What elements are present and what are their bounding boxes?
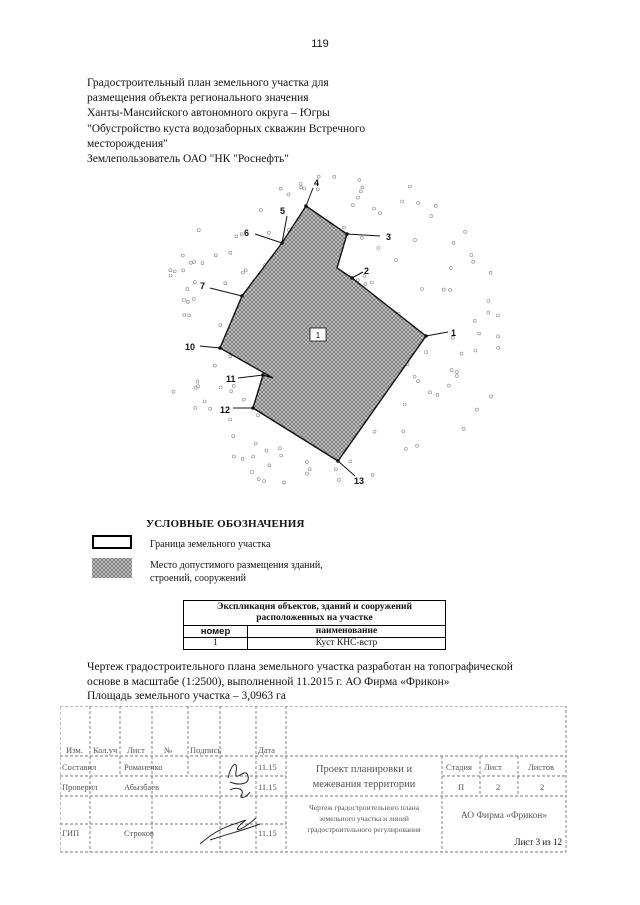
stamp-col-header: Кол.уч bbox=[93, 745, 118, 755]
note-line: Чертеж градостроительного плана земельного участка разработан на топографической bbox=[87, 661, 513, 673]
stamp-col-header: Лист bbox=[127, 745, 145, 755]
stamp-sheets-value: 2 bbox=[540, 782, 545, 792]
stamp-project-title: межевания территории bbox=[312, 779, 416, 790]
point-label: 12 bbox=[220, 405, 231, 415]
point-label: 1 bbox=[451, 328, 457, 338]
terrain-dot bbox=[455, 370, 458, 373]
terrain-dot bbox=[256, 414, 259, 417]
stamp-role: ГИП bbox=[62, 828, 80, 838]
stamp-doc-title: градостроительного регулирования bbox=[307, 825, 421, 834]
point-label: 2 bbox=[364, 266, 370, 276]
terrain-dot bbox=[299, 182, 302, 185]
terrain-dot bbox=[430, 215, 433, 218]
boundary-label: Граница земельного участка bbox=[150, 539, 271, 550]
terrain-dot bbox=[252, 455, 255, 458]
terrain-dot bbox=[230, 390, 233, 393]
plan-title bbox=[87, 76, 417, 167]
terrain-dot bbox=[351, 204, 354, 207]
terrain-dot bbox=[303, 187, 306, 190]
boundary-swatch bbox=[92, 535, 132, 549]
terrain-dot bbox=[232, 455, 235, 458]
terrain-dot bbox=[244, 269, 247, 272]
title-line: размещения объекта регионального значения bbox=[87, 92, 309, 105]
caption-line: расположенных на участке bbox=[256, 613, 373, 623]
terrain-dot bbox=[169, 269, 172, 272]
point-label: 5 bbox=[280, 206, 286, 216]
title-line: "Обустройство куста водозаборных скважин Встречного bbox=[87, 122, 366, 135]
terrain-dot bbox=[402, 430, 405, 433]
terrain-dot bbox=[190, 261, 193, 264]
terrain-dot bbox=[278, 447, 281, 450]
zone-swatch bbox=[92, 558, 132, 578]
terrain-dot bbox=[403, 403, 406, 406]
terrain-dot bbox=[254, 442, 257, 445]
terrain-dot bbox=[371, 473, 374, 476]
stamp-role: Проверил bbox=[62, 782, 98, 792]
terrain-dot bbox=[449, 266, 452, 269]
terrain-dot bbox=[186, 288, 189, 291]
explication-caption bbox=[184, 601, 446, 626]
title-line: месторождения" bbox=[87, 137, 168, 150]
stamp-date: 11.15 bbox=[258, 782, 277, 792]
terrain-dot bbox=[417, 380, 420, 383]
stamp-stage-value: П bbox=[458, 782, 465, 792]
zone-number: 1 bbox=[315, 331, 321, 340]
terrain-dot bbox=[379, 212, 382, 215]
terrain-dot bbox=[188, 314, 191, 317]
terrain-dot bbox=[334, 468, 337, 471]
terrain-dot bbox=[287, 193, 290, 196]
terrain-dot bbox=[209, 407, 212, 410]
stamp-stage-header: Стадия bbox=[446, 762, 472, 772]
terrain-dot bbox=[232, 384, 235, 387]
terrain-dot bbox=[449, 289, 452, 292]
terrain-dot bbox=[473, 319, 476, 322]
stamp-name: Романенко bbox=[124, 762, 163, 772]
row-name: Куст КНС-встр bbox=[248, 638, 446, 650]
terrain-dot bbox=[203, 400, 206, 403]
terrain-dot bbox=[305, 461, 308, 464]
terrain-dot bbox=[196, 380, 199, 383]
site-plan bbox=[150, 168, 520, 498]
terrain-dot bbox=[305, 472, 308, 475]
terrain-dot bbox=[414, 239, 417, 242]
terrain-dot bbox=[496, 314, 499, 317]
stamp-sheet-header: Лист bbox=[484, 762, 502, 772]
terrain-dot bbox=[300, 186, 303, 189]
terrain-dot bbox=[359, 190, 362, 193]
terrain-dot bbox=[490, 395, 493, 398]
terrain-dot bbox=[358, 179, 361, 182]
point-label: 3 bbox=[386, 232, 392, 242]
col-number-header: номер bbox=[184, 626, 248, 638]
terrain-dot bbox=[263, 480, 266, 483]
terrain-dot bbox=[257, 478, 260, 481]
terrain-dot bbox=[173, 270, 176, 273]
stamp-doc-title: Чертеж градостроительного плана bbox=[308, 803, 420, 812]
terrain-dot bbox=[182, 299, 185, 302]
stamp-doc-title: земельного участка и линий bbox=[319, 814, 409, 823]
terrain-dot bbox=[361, 186, 364, 189]
terrain-dot bbox=[455, 374, 458, 377]
terrain-dot bbox=[183, 313, 186, 316]
terrain-dot bbox=[497, 335, 500, 338]
stamp-sheets-header: Листов bbox=[528, 762, 554, 772]
terrain-dot bbox=[197, 229, 200, 232]
terrain-dot bbox=[201, 262, 204, 265]
title-line: Землепользователь ОАО "НК "Роснефть" bbox=[87, 153, 289, 166]
terrain-dot bbox=[370, 281, 373, 284]
col-name-header: наименование bbox=[248, 626, 446, 638]
terrain-dot bbox=[242, 271, 245, 274]
terrain-dot bbox=[214, 254, 217, 257]
terrain-dot bbox=[487, 300, 490, 303]
terrain-dot bbox=[242, 398, 245, 401]
terrain-dot bbox=[472, 260, 475, 263]
terrain-dot bbox=[416, 444, 419, 447]
terrain-dot bbox=[489, 271, 492, 274]
terrain-dot bbox=[279, 187, 282, 190]
terrain-dot bbox=[373, 430, 376, 433]
terrain-dot bbox=[474, 349, 477, 352]
terrain-dot bbox=[408, 185, 411, 188]
drawing-note bbox=[87, 660, 607, 704]
terrain-dot bbox=[470, 254, 473, 257]
terrain-dot bbox=[429, 391, 432, 394]
terrain-dot bbox=[268, 464, 271, 467]
stamp-org: АО Фирма «Фрикон» bbox=[460, 811, 548, 821]
terrain-dot bbox=[229, 418, 232, 421]
terrain-dot bbox=[182, 269, 185, 272]
terrain-dot bbox=[308, 468, 311, 471]
terrain-dot bbox=[224, 282, 227, 285]
point-label: 6 bbox=[244, 228, 250, 238]
terrain-dot bbox=[172, 390, 175, 393]
terrain-dot bbox=[219, 386, 222, 389]
terrain-dot bbox=[425, 351, 428, 354]
terrain-dot bbox=[404, 447, 407, 450]
terrain-dot bbox=[169, 274, 172, 277]
zone-label-line: Место допустимого размещения зданий, bbox=[150, 560, 323, 571]
terrain-dot bbox=[265, 449, 268, 452]
stamp-col-header: № bbox=[164, 745, 173, 755]
terrain-dot bbox=[356, 196, 359, 199]
terrain-dot bbox=[349, 460, 352, 463]
terrain-dot bbox=[194, 406, 197, 409]
terrain-dot bbox=[316, 188, 319, 191]
terrain-dot bbox=[436, 393, 439, 396]
terrain-dot bbox=[250, 471, 253, 474]
terrain-dot bbox=[282, 481, 285, 484]
zone-label-line: строений, сооружений bbox=[150, 573, 246, 584]
stamp-col-header: Изм. bbox=[66, 745, 83, 755]
terrain-dot bbox=[338, 478, 341, 481]
terrain-dot bbox=[229, 355, 232, 358]
terrain-dot bbox=[360, 236, 363, 239]
terrain-dot bbox=[395, 259, 398, 262]
page-number: 119 bbox=[311, 38, 329, 50]
terrain-dot bbox=[364, 283, 367, 286]
terrain-dot bbox=[413, 375, 416, 378]
terrain-dot bbox=[452, 241, 455, 244]
terrain-dot bbox=[478, 332, 481, 335]
zone-label bbox=[150, 559, 380, 585]
terrain-dot bbox=[442, 288, 445, 291]
terrain-dot bbox=[333, 175, 336, 178]
terrain-dot bbox=[240, 233, 243, 236]
terrain-dot bbox=[487, 311, 490, 314]
terrain-dot bbox=[462, 427, 465, 430]
terrain-dot bbox=[280, 454, 283, 457]
point-label: 11 bbox=[226, 374, 236, 384]
terrain-dot bbox=[434, 204, 437, 207]
stamp-col-header: Подпись bbox=[190, 745, 222, 755]
terrain-dot bbox=[450, 369, 453, 372]
terrain-dot bbox=[192, 298, 195, 301]
terrain-dot bbox=[213, 364, 216, 367]
terrain-dot bbox=[401, 200, 404, 203]
title-line: Ханты-Мансийского автономного округа – Югры bbox=[87, 107, 330, 120]
terrain-dot bbox=[259, 209, 262, 212]
stamp-project-title: Проект планировки и bbox=[315, 764, 413, 775]
terrain-dot bbox=[377, 247, 380, 250]
note-line: основе в масштабе (1:2500), выполненной 11.2015 г. АО Фирма «Фрикон» bbox=[87, 675, 450, 688]
stamp-name: Абызбаев bbox=[124, 782, 159, 792]
caption-line: Экспликация объектов, зданий и сооружений bbox=[217, 602, 412, 612]
terrain-dot bbox=[460, 352, 463, 355]
terrain-dot bbox=[197, 385, 200, 388]
point-label: 4 bbox=[314, 178, 320, 188]
stamp-sheet-value: 2 bbox=[496, 782, 501, 792]
terrain-dot bbox=[373, 207, 376, 210]
terrain-dot bbox=[235, 235, 238, 238]
terrain-dot bbox=[421, 288, 424, 291]
note-line: Площадь земельного участка – 3,0963 га bbox=[87, 690, 286, 702]
title-line: Градостроительный план земельного участка для bbox=[87, 77, 329, 89]
row-number: 1 bbox=[184, 638, 248, 650]
terrain-dot bbox=[497, 346, 500, 349]
terrain-dot bbox=[267, 231, 270, 234]
terrain-dot bbox=[464, 230, 467, 233]
stamp-date: 11.15 bbox=[258, 828, 277, 838]
terrain-dot bbox=[181, 254, 184, 257]
terrain-dot bbox=[229, 251, 232, 254]
terrain-dot bbox=[417, 202, 420, 205]
table-row bbox=[184, 638, 446, 650]
stamp-name: Строков bbox=[124, 828, 154, 838]
terrain-dot bbox=[219, 324, 222, 327]
stamp-col-header: Дата bbox=[258, 745, 275, 755]
terrain-dot bbox=[475, 408, 478, 411]
stamp-date: 11.15 bbox=[258, 762, 277, 772]
terrain-dot bbox=[232, 435, 235, 438]
point-label: 13 bbox=[354, 476, 365, 486]
title-stamp bbox=[60, 706, 570, 854]
terrain-dot bbox=[193, 261, 196, 264]
explication-table bbox=[183, 600, 446, 650]
point-label: 10 bbox=[185, 342, 196, 352]
terrain-dot bbox=[186, 300, 189, 303]
terrain-dot bbox=[241, 457, 244, 460]
point-label: 7 bbox=[200, 281, 206, 291]
terrain-dot bbox=[193, 281, 196, 284]
terrain-dot bbox=[343, 226, 346, 229]
stamp-sheet-note: Лист 3 из 12 bbox=[514, 837, 562, 847]
stamp-role: Составил bbox=[62, 762, 97, 772]
terrain-dot bbox=[447, 384, 450, 387]
legend-heading: УСЛОВНЫЕ ОБОЗНАЧЕНИЯ bbox=[146, 518, 305, 530]
